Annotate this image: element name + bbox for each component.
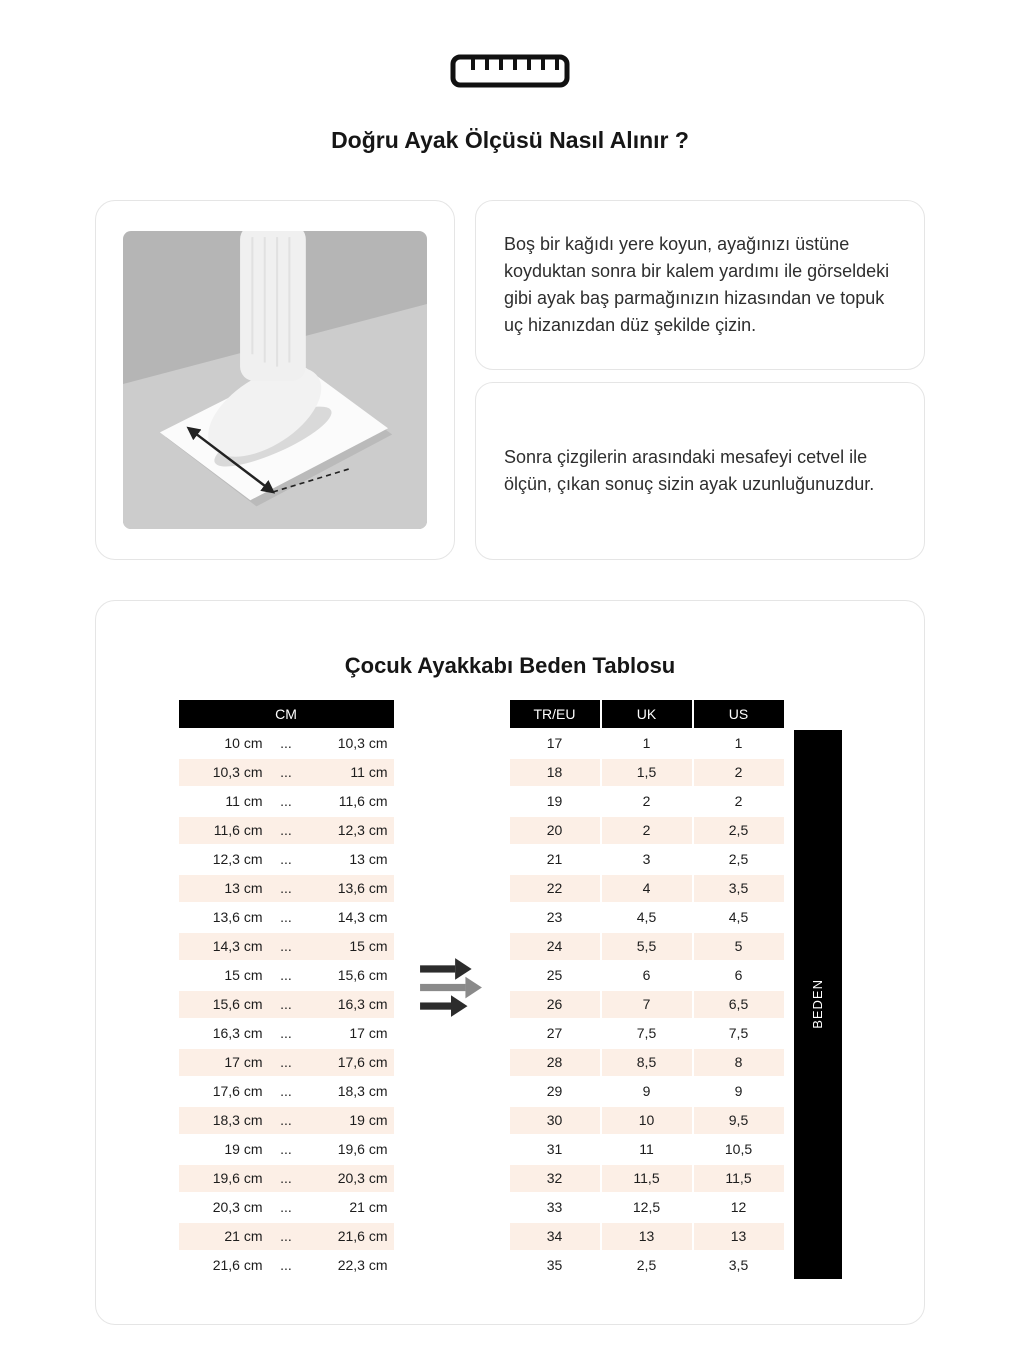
cm-cell-separator: ... [280,735,292,751]
size-header-cell: TR/EU [510,700,600,728]
cm-cell-separator: ... [280,967,292,983]
size-row [510,1049,784,1076]
cm-cell-separator: ... [269,875,304,902]
sizes-table-wrap [508,698,842,1281]
size-chart-title: Çocuk Ayakkabı Beden Tablosu [344,653,676,679]
foot-measure-illustration [123,231,427,529]
cm-cell-from: 19,6 cm [179,1165,269,1192]
size-cell: 25 [546,967,563,983]
size-cell: 2 [642,793,651,809]
cm-cell-separator: ... [280,1199,292,1215]
cm-row [179,1194,394,1221]
cm-row [179,1107,394,1134]
size-cell: 19 [546,793,563,809]
size-cell: 17 [546,735,563,751]
size-cell: 9 [734,1083,743,1099]
cm-row [179,730,394,757]
size-cell: 13 [602,1223,692,1250]
sizes-table-body [510,730,784,1279]
size-row [510,817,784,844]
size-row [510,759,784,786]
cm-row [179,991,394,1018]
cm-cell-separator: ... [269,759,304,786]
size-cell: 2,5 [728,851,749,867]
cm-cell-separator: ... [280,1025,292,1041]
size-chart-card [95,600,925,1325]
cm-cell-to: 18,3 cm [337,1083,388,1099]
cm-row [179,1136,394,1163]
size-row [510,1078,784,1105]
size-cell: 7,5 [728,1025,749,1041]
instruction-step-2-text: Sonra çizgilerin arasındaki mesafeyi cetvel ile ölçün, çıkan sonuç sizin ayak uzunluğunuzdur. [504,447,875,494]
cm-cell-to: 13 cm [349,851,388,867]
cm-cell-to: 10,3 cm [337,735,388,751]
beden-side-label: BEDEN [810,979,825,1029]
size-row [510,1165,784,1192]
sizes-header-row [510,700,784,728]
size-cell: 7,5 [636,1025,657,1041]
cm-cell-from: 14,3 cm [179,933,269,960]
size-cell: 2 [602,817,692,844]
size-cell: 28 [510,1049,600,1076]
size-cell: 4,5 [636,909,657,925]
size-cell: 18 [510,759,600,786]
cm-cell-from: 21,6 cm [212,1257,263,1273]
foot-measure-photo-card [95,200,455,560]
cm-cell-from: 20,3 cm [212,1199,263,1215]
size-row [510,1223,784,1250]
instruction-steps [475,200,925,560]
cm-cell-to: 19,6 cm [337,1141,388,1157]
cm-row [179,817,394,844]
size-cell: 4,5 [728,909,749,925]
cm-cell-from: 12,3 cm [212,851,263,867]
cm-header-cell: CM [179,700,394,728]
size-cell: 10,5 [724,1141,753,1157]
size-row [510,788,784,815]
cm-cell-separator: ... [280,1257,292,1273]
beden-side-bar [794,730,842,1279]
cm-cell-separator: ... [269,817,304,844]
cm-cell-to: 15,6 cm [337,967,388,983]
cm-cell-separator: ... [269,1223,304,1250]
cm-cell-from: 13 cm [179,875,269,902]
size-cell: 1 [642,735,651,751]
cm-row [179,904,394,931]
cm-table [179,698,394,1281]
sizes-table [508,698,786,1281]
size-cell: 11,5 [602,1165,692,1192]
size-row [510,1252,784,1279]
size-cell: 29 [546,1083,563,1099]
cm-cell-from: 10,3 cm [179,759,269,786]
cm-cell-from: 17 cm [179,1049,269,1076]
size-cell: 3,5 [694,875,784,902]
size-cell: 1 [734,735,743,751]
size-row [510,1020,784,1047]
cm-cell-from: 13,6 cm [212,909,263,925]
size-row [510,1107,784,1134]
cm-row [179,846,394,873]
size-cell: 24 [510,933,600,960]
instruction-step-1 [475,200,925,370]
size-cell: 5,5 [602,933,692,960]
page-title: Doğru Ayak Ölçüsü Nasıl Alınır ? [331,127,689,153]
transfer-arrows-icon [418,954,484,1025]
size-cell: 8,5 [602,1049,692,1076]
size-cell: 12 [730,1199,747,1215]
cm-cell-from: 10 cm [224,735,263,751]
size-cell: 2 [734,793,743,809]
size-cell: 27 [546,1025,563,1041]
size-cell: 30 [510,1107,600,1134]
cm-cell-to: 17,6 cm [304,1049,394,1076]
cm-cell-to: 17 cm [349,1025,388,1041]
cm-row [179,933,394,960]
cm-table-body [179,730,394,1279]
size-cell: 26 [510,991,600,1018]
size-row [510,846,784,873]
cm-cell-to: 22,3 cm [337,1257,388,1273]
size-cell: 13 [694,1223,784,1250]
size-row [510,933,784,960]
size-cell: 22 [510,875,600,902]
cm-cell-separator: ... [269,933,304,960]
cm-cell-from: 18,3 cm [179,1107,269,1134]
cm-row [179,962,394,989]
cm-cell-separator: ... [269,1107,304,1134]
cm-cell-to: 21,6 cm [304,1223,394,1250]
cm-cell-from: 16,3 cm [212,1025,263,1041]
cm-row [179,1165,394,1192]
cm-cell-separator: ... [269,1049,304,1076]
size-row [510,730,784,757]
size-cell: 32 [510,1165,600,1192]
size-cell: 10 [602,1107,692,1134]
cm-cell-to: 19 cm [304,1107,394,1134]
size-cell: 3,5 [728,1257,749,1273]
size-tables-row [136,698,884,1281]
cm-cell-from: 17,6 cm [212,1083,263,1099]
size-cell: 21 [546,851,563,867]
size-cell: 23 [546,909,563,925]
instruction-step-1-text: Boş bir kağıdı yere koyun, ayağınızı üstüne koyduktan sonra bir kalem yardımı ile görseldeki gibi ayak baş parmağınızın hizasından ve topuk uç hizanızdan düz şekilde çizin. [504,234,890,335]
cm-row [179,875,394,902]
cm-cell-to: 15 cm [304,933,394,960]
cm-cell-to: 20,3 cm [304,1165,394,1192]
cm-row [179,788,394,815]
cm-row [179,1049,394,1076]
cm-cell-separator: ... [280,1141,292,1157]
size-row [510,962,784,989]
cm-cell-from: 11,6 cm [179,817,269,844]
cm-cell-separator: ... [280,1083,292,1099]
size-row [510,904,784,931]
instruction-step-2 [475,382,925,560]
cm-cell-to: 13,6 cm [304,875,394,902]
size-cell: 6 [734,967,743,983]
cm-row [179,1223,394,1250]
cm-cell-to: 11 cm [304,759,394,786]
cm-cell-to: 16,3 cm [304,991,394,1018]
size-cell: 2 [694,759,784,786]
cm-cell-separator: ... [269,991,304,1018]
cm-row [179,1252,394,1279]
cm-cell-from: 15,6 cm [179,991,269,1018]
cm-header-row [179,700,394,728]
size-row [510,1136,784,1163]
size-cell: 8 [694,1049,784,1076]
size-cell: 1,5 [602,759,692,786]
cm-row [179,759,394,786]
cm-cell-to: 21 cm [349,1199,388,1215]
size-row [510,875,784,902]
size-cell: 4 [602,875,692,902]
cm-cell-to: 14,3 cm [337,909,388,925]
cm-row [179,1078,394,1105]
size-cell: 34 [510,1223,600,1250]
size-cell: 2,5 [636,1257,657,1273]
cm-cell-separator: ... [280,793,292,809]
size-row [510,1194,784,1221]
cm-cell-from: 15 cm [224,967,263,983]
cm-cell-from: 11 cm [225,793,263,809]
size-cell: 9 [642,1083,651,1099]
size-cell: 20 [510,817,600,844]
cm-cell-from: 19 cm [224,1141,263,1157]
cm-cell-from: 21 cm [179,1223,269,1250]
cm-cell-separator: ... [269,1165,304,1192]
size-cell: 11 [639,1141,654,1157]
size-header-cell: UK [602,700,692,728]
size-cell: 3 [642,851,651,867]
cm-cell-to: 11,6 cm [338,793,388,809]
size-row [510,991,784,1018]
size-cell: 7 [602,991,692,1018]
cm-cell-separator: ... [280,851,292,867]
size-header-cell: US [694,700,784,728]
cm-row [179,1020,394,1047]
size-cell: 33 [546,1199,563,1215]
size-cell: 6 [642,967,651,983]
size-cell: 12,5 [632,1199,661,1215]
size-cell: 5 [694,933,784,960]
size-cell: 31 [546,1141,563,1157]
size-cell: 2,5 [694,817,784,844]
size-cell: 35 [546,1257,563,1273]
cm-cell-to: 12,3 cm [304,817,394,844]
cm-cell-separator: ... [280,909,292,925]
size-cell: 11,5 [694,1165,784,1192]
size-cell: 9,5 [694,1107,784,1134]
ruler-icon [449,50,571,97]
size-cell: 6,5 [694,991,784,1018]
intro-section [95,200,925,560]
ruler-icon-wrap [0,0,1020,97]
